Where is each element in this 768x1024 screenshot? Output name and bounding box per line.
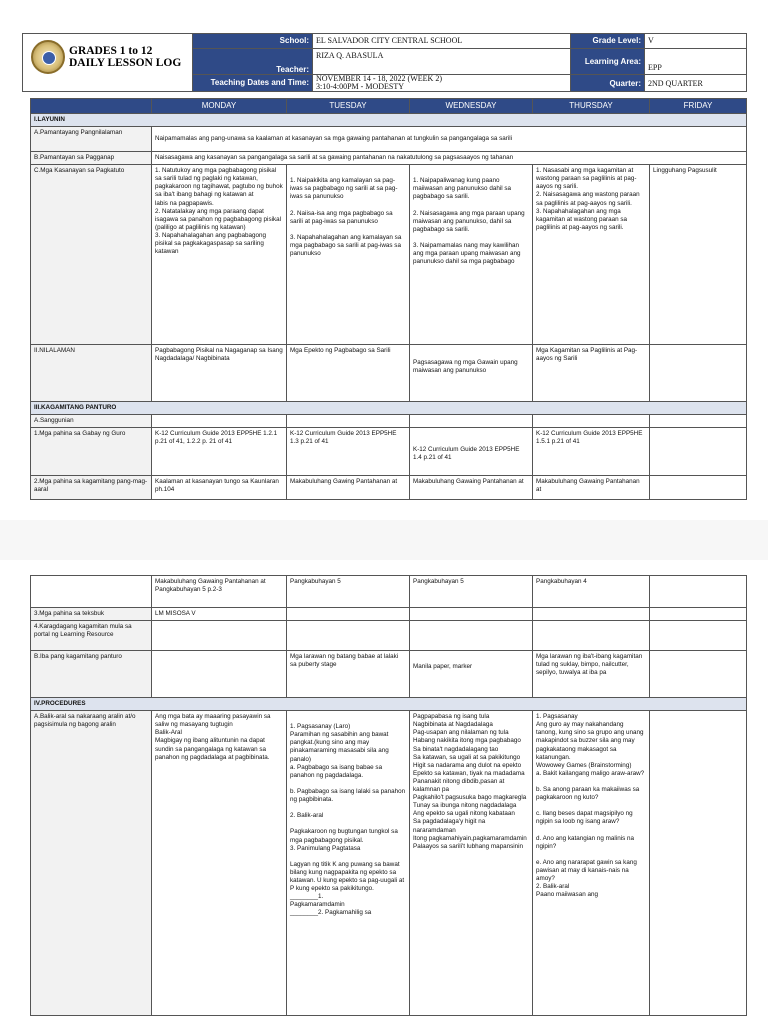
school-label: School: [193,34,313,49]
nilalaman-tuesday: Mga Epekto ng Pagbabago sa Sarili [287,345,410,402]
days-header-blank [31,99,152,114]
sanggunian-tuesday [287,415,410,428]
row-label-kagamitang-pangmag: 2.Mga pahina sa kagamitang pang-mag-aaral [31,476,152,500]
teksbuk-tuesday [287,608,410,621]
kasanayan-wednesday: 1. Naipapaliwanag kung paano maiiwasan ang panunukso dahil sa pagbabago sa sarili. 2. Naisasagawa ang mga paraan upang maiwasan ang panunukso, dahil sa pagbabago sa sarili. 3. Naipamamalas nang may kawilihan ang mga paraan upang maiwasan ang panunukso dahil sa mga pagbabago [410,165,533,345]
day-tuesday: TUESDAY [287,99,410,114]
lesson-log-header [22,33,747,92]
balik-aral-thursday: 1. Pagsasanay Ang guro ay may nakahandang tanong, kung sino sa grupo ang unang makapindot sa buzzer sila ang may pagkakataong makasagot sa katanungan. Wowowey Games (Brainstorming) a. Bakit kailangang maligo araw-araw? b. Sa anong paraan ka makaiiwas sa pagkakaroon ng kuto? c. Ilang beses dapat magsipilyo ng ngipin sa loob ng isang araw? d. Ano ang katangian ng malinis na ngipin? e. Ano ang nararapat gawin sa kang pawisan at may di kanais-nais na amoy? 2. Balik-aral Paano maiiwasan ang [533,711,650,1016]
section-kagamitan: III.KAGAMITANG PANTURO [31,402,747,415]
kasanayan-friday: Lingguhang Pagsusulit [650,165,747,345]
row-label-pamantayan-pagganap: B.Pamantayan sa Pagganap [31,152,152,165]
sanggunian-friday [650,415,747,428]
kagamitang-pangmag-thursday: Makabuluhang Gawaing Pantahanan at [533,476,650,500]
school-value: EL SALVADOR CITY CENTRAL SCHOOL [313,34,571,49]
title-line-1: GRADES 1 to 12 [69,45,153,57]
day-wednesday: WEDNESDAY [410,99,533,114]
iba-pang-thursday: Mga larawan ng iba't-ibang kagamitan tulad ng suklay, bimpo, nailcutter, sepilyo, tuwalya at iba pa [533,651,650,698]
gabay-tuesday: K-12 Curriculum Guide 2013 EPP5HE 1.3 p.21 of 41 [287,428,410,476]
karagdagang-tuesday [287,621,410,651]
pamantayan-pagganap-text: Naisasagawa ang kasanayan sa pangangalaga sa sarili at sa gawaing pantahanan na nakatutulong sa pagsasaayos ng tahanan [152,152,747,165]
dates-value [313,75,571,92]
cont-thursday: Pangkabuhayan 4 [533,576,650,608]
dates-line: NOVEMBER 14 - 18, 2022 (WEEK 2) [316,74,442,83]
row-label-nilalaman: II.NILALAMAN [31,345,152,402]
karagdagang-wednesday [410,621,533,651]
row-label-kasanayan: C.Mga Kasanayan sa Pagkatuto [31,165,152,345]
balik-aral-tuesday: 1. Pagsasanay (Laro) Paramihan ng sasabihin ang bawat pangkat.(kung sino ang may pinakamaraming masasabi sila ang panalo) a. Pagbabago sa isang babae sa panahon ng pagdadalaga. b. Pagbabago sa isang lalaki sa panahon ng pagbibinata. 2. Balik-aral Pagkakaroon ng bugtungan tungkol sa mga pagbabagong pisikal. 3. Panimulang Pagtatasa Lagyan ng titik K ang puwang sa bawat bilang kung nagpapakita ng epekto sa katawan. U kung epekto sa pag-uugali at P kung epekto sa pakikitungo. ________1. Pagkamaramdamin ________2. Pagkamahilig sa [287,711,410,1016]
days-header-row [31,99,747,114]
day-thursday: THURSDAY [533,99,650,114]
karagdagang-friday [650,621,747,651]
teksbuk-friday [650,608,747,621]
sanggunian-monday [152,415,287,428]
sanggunian-thursday [533,415,650,428]
kasanayan-thursday: 1. Nasasabi ang mga kagamitan at wastong paraan sa paglilinis at pag-aayos ng sarili. 2. Naisasagawa ang wastong paraan sa paglilinis at pag-aayos ng sarili. 3. Napahahalagahan ang mga kagamitan at wastong paraan sa paglilinis at pag-aayos ng sarili. [533,165,650,345]
kasanayan-monday: 1. Natutukoy ang mga pagbabagong pisikal sa sarili tulad ng paglaki ng katawan, pagkakaroon ng tagihawat, pagtubo ng buhok sa iba't ibang bahagi ng katawan at labis na pagpapawis. 2. Natatalakay ang mga paraang dapat isagawa sa panahon ng pagbabagong pisikal (paliligo at paglilinis ng katawan) 3. Napahahalagahan ang pagbabagong pisikal sa pagkakagaspasap sa sariling katawan [152,165,287,345]
day-monday: MONDAY [152,99,287,114]
teacher-value: RIZA Q. ABASULA [313,48,571,74]
row-label-gabay: 1.Mga pahina sa Gabay ng Guro [31,428,152,476]
teacher-label: Teacher: [193,48,313,74]
grade-label: Grade Level: [571,34,645,49]
sanggunian-wednesday [410,415,533,428]
row-label-sanggunian: A.Sanggunian [31,415,152,428]
nilalaman-friday [650,345,747,402]
teksbuk-monday: LM MISOSA V [152,608,287,621]
quarter-value: 2ND QUARTER [645,75,747,92]
row-label-balik-aral: A.Balik-aral sa nakaraang aralin at/o pagsisimula ng bagong aralin [31,711,152,1016]
pamantayang-nilalaman-text: Naipamamalas ang pang-unawa sa kaalaman at kasanayan sa mga gawaing pantahanan at tungkulin sa pangangalaga sa sarili [152,127,747,152]
gabay-thursday: K-12 Curriculum Guide 2013 EPP5HE 1.5.1 p.21 of 41 [533,428,650,476]
row-label-teksbuk: 3.Mga pahina sa teksbuk [31,608,152,621]
iba-pang-wednesday: Manila paper, marker [410,651,533,698]
iba-pang-tuesday: Mga larawan ng batang babae at lalaki sa puberty stage [287,651,410,698]
teksbuk-wednesday [410,608,533,621]
cont-tuesday: Pangkabuhayan 5 [287,576,410,608]
row-label-pamantayang-nilalaman: A.Pamantayang Pangnilalaman [31,127,152,152]
page-gap [0,520,768,560]
day-friday: FRIDAY [650,99,747,114]
lesson-table-page-1 [30,98,747,500]
balik-aral-friday [650,711,747,1016]
teksbuk-thursday [533,608,650,621]
dates-label: Teaching Dates and Time: [193,75,313,92]
cont-wednesday: Pangkabuhayan 5 [410,576,533,608]
balik-aral-monday: Ang mga bata ay maaaring pasayawin sa saliw ng masayang tugtugin Balik-Aral Magbigay ng ibang alituntunin na dapat sundin sa pangangalaga ng katawan sa panahon ng pagdadalaga at pagbibinata. [152,711,287,1016]
title-line-2: DAILY LESSON LOG [69,57,182,69]
section-procedures: IV.PROCEDURES [31,698,747,711]
time-line: 3:10-4:00PM - MODESTY [316,82,405,91]
balik-aral-wednesday: Pagpapabasa ng isang tula Nagbibinata at Nagdadalaga Pag-usapan ang nilalaman ng tula Habang nakikita itong mga pagbabago Sa binata't nagdadalagang tao Sa katawan, sa ugali at sa pakikitungo Higit sa nadarama ang dulot na epekto Epekto sa katawan, tiyak na madadama Pananakit nitong dibdib,pasan at kalamnan pa Pagkahilo't pagsusuka bago magkaregla Tunay sa ibunga nitong nagdadalaga Ang epekto sa ugali nitong kabataan Sa pagdadalaga'y higit na nararamdaman Itong pagkamahiyain,pagkamaramdamin Palaayos sa sarili't lubhang mapansinin [410,711,533,1016]
karagdagang-monday [152,621,287,651]
gabay-wednesday: K-12 Curriculum Guide 2013 EPP5HE 1.4 p.21 of 41 [410,428,533,476]
quarter-label: Quarter: [571,75,645,92]
iba-pang-monday [152,651,287,698]
title-block [23,34,193,92]
cont-label [31,576,152,608]
kagamitang-pangmag-friday [650,476,747,500]
area-label: Learning Area: [571,48,645,74]
kasanayan-tuesday: 1. Naipakikita ang kamalayan sa pag-iwas sa pagbabago ng sarili at sa pag-iwas sa panunukso 2. Naiisa-isa ang mga pagbabago sa sarili at pag-iwas sa panunukso 3. Napahahalagahan ang kamalayan sa mga pagbabago sa sarili at pag-iwas sa panunukso [287,165,410,345]
grade-value: V [645,34,747,49]
iba-pang-friday [650,651,747,698]
kagamitang-pangmag-tuesday: Makabuluhang Gawing Pantahanan at [287,476,410,500]
cont-friday [650,576,747,608]
karagdagang-thursday [533,621,650,651]
kagamitang-pangmag-wednesday: Makabuluhang Gawaing Pantahanan at [410,476,533,500]
nilalaman-wednesday: Pagsasagawa ng mga Gawain upang maiwasan ang panunukso [410,345,533,402]
gabay-monday: K-12 Curriculum Guide 2013 EPP5HE 1.2.1 p.21 of 41, 1.2.2 p. 21 of 41 [152,428,287,476]
log-title [69,45,181,69]
cont-monday: Makabuluhang Gawaing Pantahanan at Pangkabuhayan 5 p.2-3 [152,576,287,608]
gabay-friday [650,428,747,476]
kagamitang-pangmag-monday: Kaalaman at kasanayan tungo sa Kaunlaran ph.104 [152,476,287,500]
row-label-iba-pang: B.Iba pang kagamitang panturo [31,651,152,698]
area-value: EPP [645,48,747,74]
nilalaman-monday: Pagbabagong Pisikal na Nagaganap sa Isang Nagdadalaga/ Nagbibinata [152,345,287,402]
row-label-karagdagang: 4.Karagdagang kagamitan mula sa portal ng Learning Resource [31,621,152,651]
lesson-table-page-2 [30,575,747,1016]
section-layunin: I.LAYUNIN [31,114,747,127]
deped-seal-icon [31,40,65,74]
nilalaman-thursday: Mga Kagamitan sa Paglilinis at Pag-aayos ng Sarili [533,345,650,402]
